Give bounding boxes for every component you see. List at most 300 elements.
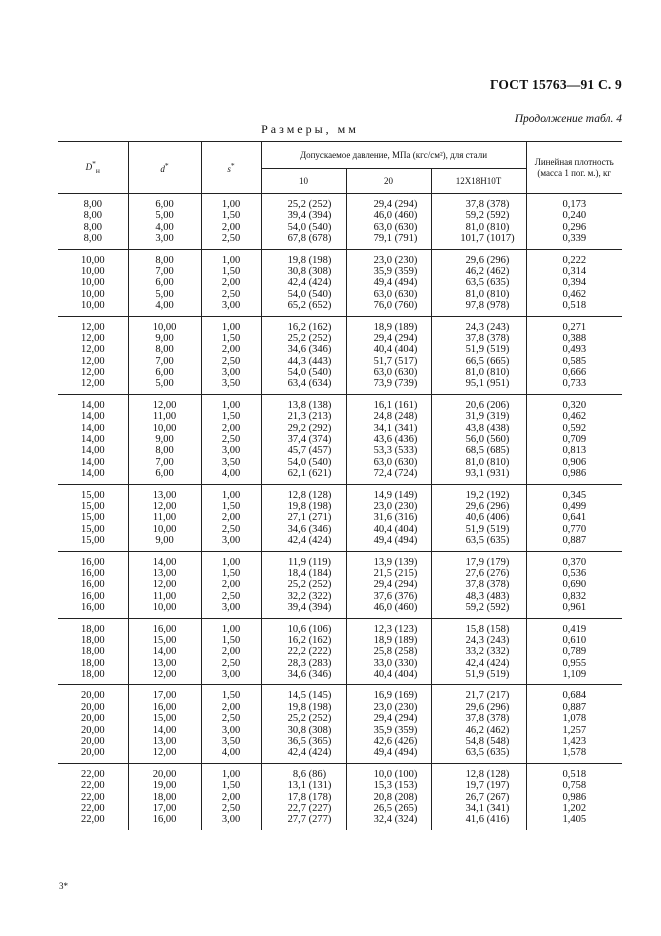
cell-value: 15,8 (158) [465, 623, 510, 635]
cell-value: 63,5 (635) [465, 535, 510, 547]
cell-value: 1,202 [562, 802, 587, 814]
cell-value: 0,339 [562, 233, 587, 245]
cell-value: 0,370 [562, 556, 587, 568]
cell-value: 34,6 (346) [287, 523, 332, 535]
cell-value: 59,2 (592) [465, 210, 510, 222]
table-title: Размеры, мм [261, 122, 359, 136]
cell-value: 25,2 (252) [287, 579, 332, 591]
cell-value: 12,00 [80, 344, 105, 356]
cell-pressure-steel-stainless [431, 484, 526, 551]
cell-value: 18,00 [80, 669, 105, 681]
table-row-group [58, 763, 622, 829]
cell-value: 21,7 (217) [465, 690, 510, 702]
cell-value: 15,00 [80, 500, 105, 512]
cell-value: 20,00 [80, 713, 105, 725]
cell-value: 20,00 [80, 724, 105, 736]
table-row-group [58, 685, 622, 763]
cell-value: 0,222 [562, 254, 587, 266]
cell-value: 0,690 [562, 579, 587, 591]
cell-value: 63,0 (630) [373, 288, 418, 300]
cell-value: 73,9 (739) [373, 378, 418, 390]
cell-value: 11,00 [152, 411, 177, 423]
cell-value: 3,50 [221, 378, 241, 390]
cell-value: 1,50 [221, 265, 241, 277]
cell-value: 13,00 [152, 489, 177, 501]
cell-value: 54,8 (548) [465, 736, 510, 748]
cell-pressure-steel-stainless [431, 249, 526, 316]
cell-outer-diameter [58, 763, 128, 829]
cell-value: 30,8 (308) [287, 265, 332, 277]
cell-value: 19,00 [152, 780, 177, 792]
cell-pressure-steel-stainless [431, 618, 526, 685]
cell-value: 0,536 [562, 567, 587, 579]
cell-value: 0,240 [562, 210, 587, 222]
cell-value: 63,0 (630) [373, 456, 418, 468]
cell-value: 3,00 [155, 233, 174, 245]
cell-value: 29,6 (296) [465, 254, 510, 266]
table-row-group [58, 316, 622, 394]
cell-value: 0,641 [562, 512, 587, 524]
cell-value: 95,1 (951) [465, 378, 510, 390]
cell-value: 63,0 (630) [373, 221, 418, 233]
cell-value: 14,00 [80, 422, 105, 434]
cell-value: 42,4 (424) [287, 277, 332, 289]
cell-value: 27,7 (277) [287, 814, 332, 826]
cell-pressure-steel-20 [346, 618, 431, 685]
cell-value: 25,2 (252) [287, 332, 332, 344]
cell-value: 1,00 [221, 199, 241, 210]
cell-value: 23,0 (230) [373, 701, 418, 713]
cell-value: 7,00 [155, 265, 174, 277]
cell-value: 53,3 (533) [373, 445, 418, 457]
cell-value: 5,00 [155, 288, 174, 300]
cell-value: 33,0 (330) [373, 657, 418, 669]
cell-value: 13,00 [152, 567, 177, 579]
header-outer-diameter: $D^*_н$ [58, 142, 128, 194]
cell-value: 14,9 (149) [373, 489, 418, 501]
cell-outer-diameter [58, 194, 128, 250]
cell-inner-diameter [128, 394, 201, 484]
cell-value: 1,50 [221, 634, 241, 646]
cell-value: 45,7 (457) [287, 445, 332, 457]
cell-value: 20,00 [80, 736, 105, 748]
cell-value: 34,6 (346) [287, 344, 332, 356]
header-steel-stainless: 12Х18Н10Т [431, 169, 526, 194]
cell-value: 42,4 (424) [465, 657, 510, 669]
cell-value: 39,4 (394) [287, 210, 332, 222]
cell-value: 21,3 (213) [287, 411, 332, 423]
cell-value: 16,00 [80, 579, 105, 591]
cell-value: 62,1 (621) [287, 468, 332, 480]
cell-value: 59,2 (592) [465, 602, 510, 614]
cell-value: 0,592 [562, 422, 587, 434]
cell-value: 18,4 (184) [287, 567, 332, 579]
cell-value: 12,00 [152, 579, 177, 591]
cell-value: 3,00 [221, 445, 241, 457]
cell-value: 40,4 (404) [373, 669, 418, 681]
cell-linear-density [526, 194, 622, 250]
cell-value: 10,00 [80, 265, 105, 277]
cell-value: 14,00 [152, 646, 177, 658]
cell-value: 43,8 (438) [465, 422, 510, 434]
cell-value: 0,271 [562, 321, 587, 333]
cell-value: 8,6 (86) [292, 768, 327, 780]
cell-pressure-steel-10 [261, 618, 346, 685]
cell-value: 2,00 [221, 221, 241, 233]
cell-value: 16,2 (162) [287, 321, 332, 333]
cell-value: 29,6 (296) [465, 500, 510, 512]
cell-value: 2,50 [221, 802, 241, 814]
cell-pressure-steel-20 [346, 551, 431, 618]
cell-value: 0,419 [562, 623, 587, 635]
cell-value: 0,610 [562, 634, 587, 646]
cell-value: 0,296 [562, 221, 587, 233]
cell-value: 34,6 (346) [287, 669, 332, 681]
cell-value: 1,50 [221, 780, 241, 792]
cell-value: 43,6 (436) [373, 434, 418, 446]
cell-value: 65,2 (652) [287, 300, 332, 312]
cell-value: 17,00 [152, 690, 177, 702]
table-row-group [58, 394, 622, 484]
cell-value: 22,00 [80, 791, 105, 803]
cell-value: 2,00 [221, 277, 241, 289]
cell-value: 1,257 [562, 724, 587, 736]
cell-value: 20,00 [80, 701, 105, 713]
cell-outer-diameter [58, 316, 128, 394]
header-linear-density: Линейная плотность (масса 1 пог. м.), кг [526, 142, 622, 194]
cell-pressure-steel-10 [261, 763, 346, 829]
cell-value: 41,6 (416) [465, 814, 510, 826]
cell-value: 1,078 [562, 713, 587, 725]
cell-value: 17,9 (179) [465, 556, 510, 568]
cell-value: 79,1 (791) [373, 233, 418, 245]
cell-value: 54,0 (540) [287, 367, 332, 379]
cell-inner-diameter [128, 763, 201, 829]
cell-wall-thickness [201, 763, 261, 829]
cell-value: 46,2 (462) [465, 265, 510, 277]
cell-pressure-steel-stainless [431, 394, 526, 484]
cell-value: 0,770 [562, 523, 587, 535]
cell-linear-density [526, 249, 622, 316]
cell-wall-thickness [201, 394, 261, 484]
cell-value: 15,00 [152, 634, 177, 646]
cell-value: 40,4 (404) [373, 344, 418, 356]
cell-value: 24,3 (243) [465, 321, 510, 333]
cell-outer-diameter [58, 249, 128, 316]
cell-value: 1,00 [221, 489, 241, 501]
cell-value: 31,9 (319) [465, 411, 510, 423]
cell-linear-density [526, 394, 622, 484]
cell-value: 51,9 (519) [465, 523, 510, 535]
cell-wall-thickness [201, 194, 261, 250]
cell-value: 42,4 (424) [287, 535, 332, 547]
cell-value: 8,00 [155, 344, 174, 356]
cell-value: 1,50 [221, 332, 241, 344]
cell-value: 18,00 [80, 646, 105, 658]
cell-value: 1,00 [221, 321, 241, 333]
cell-value: 23,0 (230) [373, 254, 418, 266]
cell-value: 81,0 (810) [465, 288, 510, 300]
cell-value: 14,00 [80, 445, 105, 457]
cell-value: 13,8 (138) [287, 399, 332, 411]
cell-value: 6,00 [155, 277, 174, 289]
cell-value: 97,8 (978) [465, 300, 510, 312]
cell-value: 8,00 [83, 233, 102, 245]
cell-value: 15,00 [80, 489, 105, 501]
cell-value: 63,5 (635) [465, 277, 510, 289]
cell-value: 0,462 [562, 288, 587, 300]
cell-value: 1,578 [562, 747, 587, 759]
cell-value: 10,00 [80, 288, 105, 300]
cell-value: 6,00 [155, 468, 174, 480]
cell-value: 3,50 [221, 456, 241, 468]
cell-value: 26,5 (265) [373, 802, 418, 814]
cell-value: 0,887 [562, 701, 587, 713]
cell-pressure-steel-10 [261, 249, 346, 316]
cell-value: 24,3 (243) [465, 634, 510, 646]
cell-linear-density [526, 551, 622, 618]
cell-value: 1,00 [221, 556, 241, 568]
cell-value: 0,887 [562, 535, 587, 547]
cell-value: 37,8 (378) [465, 199, 510, 210]
cell-outer-diameter [58, 685, 128, 763]
header-steel-10: 10 [261, 169, 346, 194]
cell-value: 49,4 (494) [373, 535, 418, 547]
cell-value: 2,00 [221, 512, 241, 524]
cell-value: 54,0 (540) [287, 288, 332, 300]
cell-pressure-steel-20 [346, 484, 431, 551]
cell-value: 3,00 [221, 669, 241, 681]
cell-value: 0,733 [562, 378, 587, 390]
cell-value: 2,50 [221, 657, 241, 669]
cell-value: 20,00 [152, 768, 177, 780]
cell-value: 54,0 (540) [287, 221, 332, 233]
cell-value: 0,986 [562, 791, 587, 803]
cell-value: 0,684 [562, 690, 587, 702]
cell-value: 18,00 [80, 623, 105, 635]
cell-value: 5,00 [155, 378, 174, 390]
cell-value: 22,2 (222) [287, 646, 332, 658]
cell-value: 0,789 [562, 646, 587, 658]
cell-pressure-steel-10 [261, 685, 346, 763]
cell-value: 0,462 [562, 411, 587, 423]
cell-value: 9,00 [155, 332, 174, 344]
cell-value: 12,8 (128) [465, 768, 510, 780]
cell-value: 17,00 [152, 802, 177, 814]
cell-value: 51,9 (519) [465, 344, 510, 356]
cell-value: 12,00 [152, 669, 177, 681]
cell-value: 46,2 (462) [465, 724, 510, 736]
cell-value: 10,00 [152, 523, 177, 535]
cell-value: 2,00 [221, 422, 241, 434]
cell-value: 12,00 [80, 378, 105, 390]
cell-value: 13,1 (131) [287, 780, 332, 792]
cell-value: 14,00 [80, 456, 105, 468]
cell-outer-diameter [58, 484, 128, 551]
header-allowed-pressure: Допускаемое давление, МПа (кгс/см²), для стали [261, 142, 526, 169]
cell-wall-thickness [201, 484, 261, 551]
cell-value: 32,4 (324) [373, 814, 418, 826]
cell-value: 10,00 [152, 422, 177, 434]
cell-value: 12,00 [80, 355, 105, 367]
cell-value: 10,0 (100) [373, 768, 418, 780]
cell-value: 30,8 (308) [287, 724, 332, 736]
cell-value: 67,8 (678) [287, 233, 332, 245]
cell-value: 12,00 [152, 399, 177, 411]
cell-linear-density [526, 763, 622, 829]
cell-value: 0,388 [562, 332, 587, 344]
cell-value: 19,8 (198) [287, 701, 332, 713]
cell-value: 15,00 [80, 535, 105, 547]
cell-value: 13,00 [152, 736, 177, 748]
cell-inner-diameter [128, 685, 201, 763]
cell-value: 1,50 [221, 690, 241, 702]
cell-value: 15,00 [152, 713, 177, 725]
table-row-group [58, 551, 622, 618]
document-header: ГОСТ 15763—91 С. 9 [489, 77, 622, 92]
cell-value: 2,50 [221, 288, 241, 300]
cell-value: 0,518 [562, 768, 587, 780]
cell-value: 32,2 (322) [287, 590, 332, 602]
cell-value: 10,00 [80, 277, 105, 289]
cell-value: 31,6 (316) [373, 512, 418, 524]
cell-value: 37,6 (376) [373, 590, 418, 602]
cell-value: 12,3 (123) [373, 623, 418, 635]
cell-value: 11,9 (119) [288, 556, 331, 568]
cell-value: 22,00 [80, 768, 105, 780]
cell-value: 19,2 (192) [465, 489, 510, 501]
cell-value: 6,00 [155, 367, 174, 379]
cell-value: 2,50 [221, 590, 241, 602]
cell-value: 4,00 [155, 221, 174, 233]
cell-value: 25,2 (252) [287, 713, 332, 725]
cell-value: 11,00 [152, 512, 177, 524]
cell-value: 8,00 [83, 210, 102, 222]
cell-value: 0,314 [562, 265, 587, 277]
cell-value: 8,00 [83, 199, 102, 210]
dimensions-table [58, 141, 622, 830]
cell-value: 46,0 (460) [373, 210, 418, 222]
cell-value: 0,813 [562, 445, 587, 457]
cell-value: 28,3 (283) [287, 657, 332, 669]
cell-value: 16,00 [80, 567, 105, 579]
cell-value: 44,3 (443) [287, 355, 332, 367]
cell-value: 1,00 [221, 399, 241, 411]
table-row-group [58, 249, 622, 316]
cell-value: 3,50 [221, 736, 241, 748]
cell-wall-thickness [201, 618, 261, 685]
cell-inner-diameter [128, 316, 201, 394]
cell-value: 16,00 [152, 701, 177, 713]
cell-value: 12,00 [152, 500, 177, 512]
cell-value: 25,2 (252) [287, 199, 332, 210]
cell-value: 11,00 [152, 590, 177, 602]
cell-pressure-steel-20 [346, 685, 431, 763]
cell-pressure-steel-20 [346, 194, 431, 250]
cell-value: 1,50 [221, 210, 241, 222]
cell-value: 24,8 (248) [373, 411, 418, 423]
cell-value: 1,109 [562, 669, 587, 681]
cell-value: 10,00 [80, 254, 105, 266]
cell-value: 68,5 (685) [465, 445, 510, 457]
cell-value: 0,493 [562, 344, 587, 356]
cell-value: 21,5 (215) [373, 567, 418, 579]
cell-value: 3,00 [221, 367, 241, 379]
cell-pressure-steel-stainless [431, 685, 526, 763]
cell-value: 56,0 (560) [465, 434, 510, 446]
cell-value: 34,1 (341) [373, 422, 418, 434]
cell-wall-thickness [201, 551, 261, 618]
cell-value: 7,00 [155, 355, 174, 367]
cell-value: 16,00 [80, 602, 105, 614]
cell-value: 4,00 [155, 300, 174, 312]
cell-value: 16,00 [80, 556, 105, 568]
cell-pressure-steel-10 [261, 551, 346, 618]
cell-value: 0,585 [562, 355, 587, 367]
cell-value: 14,00 [80, 411, 105, 423]
cell-value: 35,9 (359) [373, 265, 418, 277]
cell-value: 14,00 [152, 556, 177, 568]
cell-value: 0,345 [562, 489, 587, 501]
cell-value: 2,50 [221, 523, 241, 535]
cell-value: 15,3 (153) [373, 780, 418, 792]
cell-value: 10,00 [152, 321, 177, 333]
cell-inner-diameter [128, 484, 201, 551]
cell-pressure-steel-20 [346, 249, 431, 316]
cell-value: 1,50 [221, 500, 241, 512]
cell-value: 101,7 (1017) [460, 233, 515, 245]
cell-value: 2,00 [221, 791, 241, 803]
cell-value: 0,394 [562, 277, 587, 289]
cell-value: 81,0 (810) [465, 221, 510, 233]
cell-linear-density [526, 484, 622, 551]
cell-pressure-steel-20 [346, 316, 431, 394]
cell-value: 12,8 (128) [287, 489, 332, 501]
cell-linear-density [526, 618, 622, 685]
cell-pressure-steel-10 [261, 316, 346, 394]
cell-value: 2,50 [221, 713, 241, 725]
cell-value: 16,1 (161) [373, 399, 418, 411]
cell-value: 14,00 [80, 468, 105, 480]
cell-value: 10,00 [152, 602, 177, 614]
cell-value: 42,6 (426) [373, 736, 418, 748]
cell-value: 40,6 (406) [465, 512, 510, 524]
cell-value: 14,00 [152, 724, 177, 736]
cell-value: 93,1 (931) [465, 468, 510, 480]
cell-value: 29,6 (296) [465, 701, 510, 713]
cell-value: 16,9 (169) [373, 690, 418, 702]
cell-value: 46,0 (460) [373, 602, 418, 614]
cell-outer-diameter [58, 618, 128, 685]
cell-value: 63,5 (635) [465, 747, 510, 759]
cell-value: 12,00 [80, 321, 105, 333]
cell-value: 1,00 [221, 623, 241, 635]
cell-value: 12,00 [80, 332, 105, 344]
cell-value: 18,00 [80, 657, 105, 669]
cell-value: 3,00 [221, 724, 241, 736]
cell-pressure-steel-stainless [431, 316, 526, 394]
cell-value: 22,7 (227) [287, 802, 332, 814]
cell-value: 12,00 [80, 367, 105, 379]
cell-value: 48,3 (483) [465, 590, 510, 602]
cell-value: 2,00 [221, 646, 241, 658]
cell-inner-diameter [128, 194, 201, 250]
cell-value: 9,00 [155, 434, 174, 446]
cell-outer-diameter [58, 394, 128, 484]
cell-value: 19,8 (198) [287, 254, 332, 266]
cell-value: 20,8 (208) [373, 791, 418, 803]
cell-value: 1,50 [221, 567, 241, 579]
